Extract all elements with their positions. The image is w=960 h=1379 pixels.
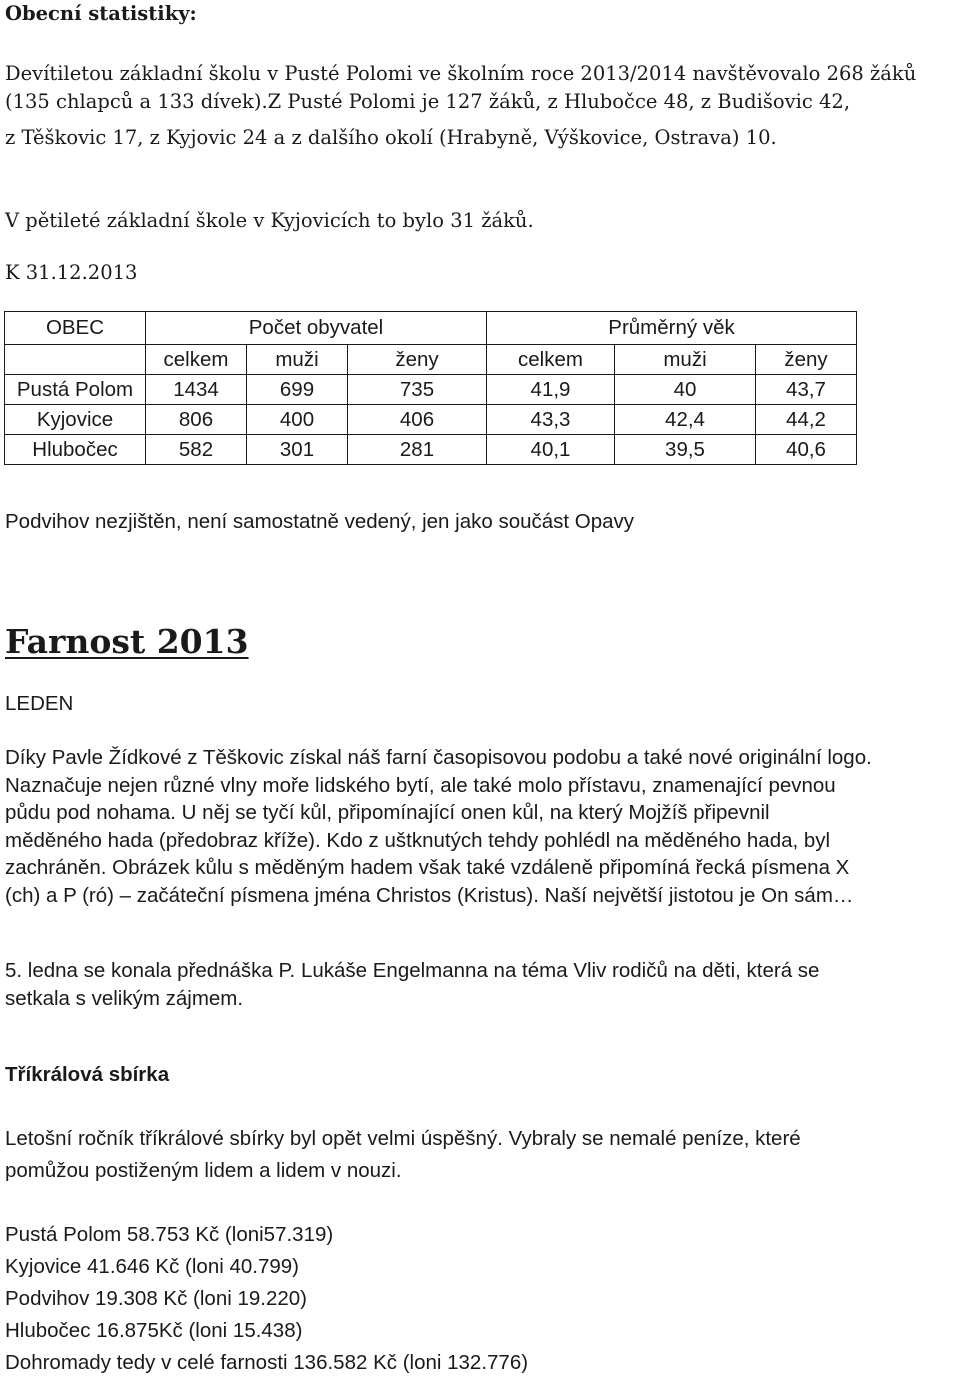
table-cell: 400 [247,405,348,435]
table-cell: Pustá Polom [5,375,146,405]
stats-heading: Obecní statistiky: [5,2,197,25]
table-cell: 40 [615,375,756,405]
paragraph-line: Naznačuje nejen různé vlny moře lidského bytí, ale také molo přístavu, znamenající pevnou [5,773,836,797]
result-line: Podvihov 19.308 Kč (loni 19.220) [5,1287,308,1310]
population-table [4,311,857,465]
subheader-cell: celkem [146,345,247,375]
table-cell: 40,6 [756,435,857,465]
paragraph-line: Díky Pavle Žídkové z Těškovic získal náš farní časopisovou podobu a také nové originální logo. [5,746,872,769]
result-line: Dohromady tedy v celé farnosti 136.582 Kč (loni 132.776) [5,1351,529,1374]
subheader-cell: ženy [348,345,487,375]
table-cell: 43,7 [756,375,857,405]
table-cell: 43,3 [487,405,615,435]
farnost-title: Farnost 2013 [5,622,249,661]
table-cell: 281 [348,435,487,465]
table-row [5,405,857,435]
month-heading: LEDEN [5,692,74,715]
header-prumerny-vek: Průměrný věk [487,312,857,345]
paragraph-line: zachráněn. Obrázek kůlu s měděným hadem však také vzdáleně připomíná řecká písmena X [5,856,850,879]
table-cell: Kyjovice [5,405,146,435]
table-cell: 40,1 [487,435,615,465]
table-cell: 735 [348,375,487,405]
table-header-row [5,312,857,345]
paragraph-line: setkala s velikým zájmem. [5,986,244,1010]
table-cell: 39,5 [615,435,756,465]
table-cell: 301 [247,435,348,465]
subheader-cell: muži [247,345,348,375]
subheader-cell: ženy [756,345,857,375]
table-cell: 44,2 [756,405,857,435]
stats-line-1: Devítiletou základní školu v Pusté Polomi ve školním roce 2013/2014 navštěvovalo 268 žáků [5,62,917,85]
paragraph-line: půdu pod nohama. U něj se tyčí kůl, připomínající onen kůl, na který Mojžíš připevnil [5,801,770,824]
table-cell: 582 [146,435,247,465]
stats-date: K 31.12.2013 [5,261,138,284]
paragraph-line: (ch) a P (ró) – začáteční písmena jména Christos (Kristus). Naší největší jistotou je On sám… [5,883,854,907]
subheader-cell: celkem [487,345,615,375]
header-obec: OBEC [5,312,146,345]
paragraph-line: měděného hada (předobraz kříže). Kdo z uštknutých tehdy pohlédl na měděného hada, byl [5,828,831,852]
table-subheader-row [5,345,857,375]
header-pocet-obyvatel: Počet obyvatel [146,312,487,345]
table-cell: 41,9 [487,375,615,405]
table-cell: 699 [247,375,348,405]
subheader-cell: muži [615,345,756,375]
table-cell: 1434 [146,375,247,405]
podvihov-note: Podvihov nezjištěn, není samostatně vedený, jen jako součást Opavy [5,510,635,533]
table-cell: 42,4 [615,405,756,435]
paragraph-line: Letošní ročník tříkrálové sbírky byl opět velmi úspěšný. Vybraly se nemalé peníze, které [5,1127,801,1150]
table-cell: 406 [348,405,487,435]
paragraph-line: pomůžou postiženým lidem a lidem v nouzi. [5,1159,402,1182]
stats-line-2: (135 chlapců a 133 dívek).Z Pusté Polomi je 127 žáků, z Hlubočce 48, z Budišovic 42, [5,90,851,113]
sbirka-heading: Tříkrálová sbírka [5,1063,170,1086]
table-cell: 806 [146,405,247,435]
result-line: Kyjovice 41.646 Kč (loni 40.799) [5,1255,300,1278]
table-cell: Hlubočec [5,435,146,465]
paragraph-line: 5. ledna se konala přednáška P. Lukáše Engelmanna na téma Vliv rodičů na děti, která se [5,959,820,982]
stats-line-4: V pětileté základní škole v Kyjovicích to bylo 31 žáků. [5,209,534,232]
subheader-empty [5,345,146,375]
stats-line-3: z Těškovic 17, z Kyjovic 24 a z dalšího okolí (Hrabyně, Výškovice, Ostrava) 10. [5,126,777,149]
table-row [5,375,857,405]
result-line: Hlubočec 16.875Kč (loni 15.438) [5,1319,303,1342]
result-line: Pustá Polom 58.753 Kč (loni57.319) [5,1223,334,1246]
table-row [5,435,857,465]
